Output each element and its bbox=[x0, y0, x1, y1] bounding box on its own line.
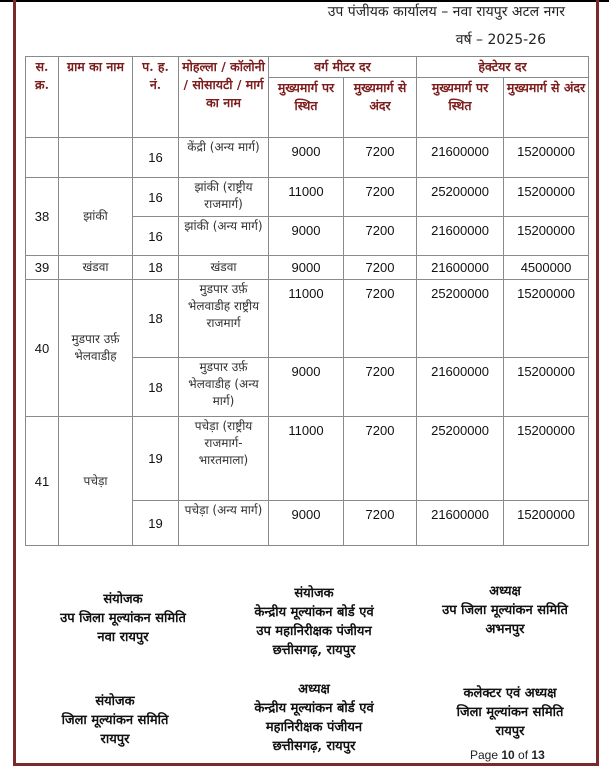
signature-line: छत्तीसगढ़, रायपुर bbox=[272, 739, 356, 754]
signature-block-collector-chairman bbox=[425, 684, 595, 741]
col-header-locality: मोहल्ला / कॉलोनी / सोसायटी / मार्ग का नाम bbox=[179, 57, 269, 138]
signature-line: रायपुर bbox=[495, 724, 525, 739]
cell-sqm-inner: 7200 bbox=[344, 138, 417, 178]
cell-locality: झांकी (राष्ट्रीय राजमार्ग) bbox=[179, 178, 269, 217]
signature-line: जिला मूल्यांकन समिति bbox=[456, 705, 564, 720]
cell-ha-main: 21600000 bbox=[417, 501, 504, 546]
page-current: 10 bbox=[501, 748, 515, 762]
cell-village: झांकी bbox=[59, 178, 133, 256]
col-group-sqm-rate: वर्ग मीटर दर bbox=[269, 57, 417, 78]
signature-line: उप महानिरीक्षक पंजीयन bbox=[256, 624, 372, 639]
signature-line: केन्द्रीय मूल्यांकन बोर्ड एवं bbox=[254, 605, 374, 620]
cell-ha-main: 21600000 bbox=[417, 358, 504, 417]
col-header-ha-main: मुख्यमार्ग पर स्थित bbox=[417, 78, 504, 138]
col-header-ph-no: प. ह. नं. bbox=[133, 57, 179, 138]
signature-block-abhanpur-chairman bbox=[420, 582, 590, 639]
signature-title: अध्यक्ष bbox=[489, 584, 521, 599]
cell-sqm-main: 9000 bbox=[269, 501, 344, 546]
cell-sqm-main: 11000 bbox=[269, 280, 344, 358]
cell-sqm-main: 11000 bbox=[269, 417, 344, 501]
table-row bbox=[26, 138, 589, 178]
cell-sqm-main: 9000 bbox=[269, 217, 344, 256]
cell-village: खंडवा bbox=[59, 256, 133, 280]
col-header-sqm-inner: मुख्यमार्ग से अंदर bbox=[344, 78, 417, 138]
cell-ha-main: 25200000 bbox=[417, 178, 504, 217]
col-header-village: ग्राम का नाम bbox=[59, 57, 133, 138]
cell-serial: 39 bbox=[26, 256, 59, 280]
cell-serial: 41 bbox=[26, 417, 59, 546]
cell-serial: 38 bbox=[26, 178, 59, 256]
signature-line: महानिरीक्षक पंजीयन bbox=[265, 720, 363, 735]
col-header-ha-inner: मुख्यमार्ग से अंदर bbox=[504, 78, 589, 138]
page-number bbox=[470, 748, 545, 762]
cell-ha-main: 21600000 bbox=[417, 138, 504, 178]
cell-ha-inner: 15200000 bbox=[504, 217, 589, 256]
table-row bbox=[26, 178, 589, 217]
signature-block-district-convener bbox=[30, 692, 200, 749]
cell-ph-no: 16 bbox=[133, 217, 179, 256]
signature-title: संयोजक bbox=[294, 586, 334, 601]
table-row bbox=[26, 417, 589, 501]
cell-sqm-main: 9000 bbox=[269, 138, 344, 178]
col-header-serial: स. क्र. bbox=[26, 57, 59, 138]
cell-ha-inner: 15200000 bbox=[504, 138, 589, 178]
cell-ha-main: 21600000 bbox=[417, 256, 504, 280]
rate-table bbox=[25, 56, 589, 546]
cell-ph-no: 18 bbox=[133, 256, 179, 280]
cell-ha-main: 25200000 bbox=[417, 417, 504, 501]
col-header-sqm-main: मुख्यमार्ग पर स्थित bbox=[269, 78, 344, 138]
signature-line: उप जिला मूल्यांकन समिति bbox=[442, 603, 568, 618]
signature-title: अध्यक्ष bbox=[298, 682, 330, 697]
cell-ph-no: 16 bbox=[133, 138, 179, 178]
cell-sqm-main: 9000 bbox=[269, 358, 344, 417]
page-prefix: Page bbox=[470, 748, 502, 762]
signature-line: उप जिला मूल्यांकन समिति bbox=[60, 611, 186, 626]
cell-locality: मुडपार उर्फ़ भेलवाडीह (अन्य मार्ग) bbox=[179, 358, 269, 417]
signature-block-central-board-chairman bbox=[214, 680, 414, 756]
cell-ph-no: 19 bbox=[133, 417, 179, 501]
cell-locality: मुडपार उर्फ़ भेलवाडीह राष्ट्रीय राजमार्ग bbox=[179, 280, 269, 358]
signature-title: संयोजक bbox=[95, 694, 135, 709]
cell-sqm-inner: 7200 bbox=[344, 280, 417, 358]
cell-sqm-inner: 7200 bbox=[344, 178, 417, 217]
signature-title: कलेक्टर एवं अध्यक्ष bbox=[463, 686, 557, 701]
cell-ph-no: 18 bbox=[133, 280, 179, 358]
cell-locality: केंद्री (अन्य मार्ग) bbox=[179, 138, 269, 178]
signature-line: अभनपुर bbox=[485, 622, 525, 637]
cell-ph-no: 16 bbox=[133, 178, 179, 217]
signature-line: जिला मूल्यांकन समिति bbox=[61, 713, 169, 728]
cell-sqm-main: 11000 bbox=[269, 178, 344, 217]
cell-sqm-inner: 7200 bbox=[344, 358, 417, 417]
cell-locality: पचेड़ा (राष्ट्रीय राजमार्ग-भारतमाला) bbox=[179, 417, 269, 501]
signature-line: केन्द्रीय मूल्यांकन बोर्ड एवं bbox=[254, 701, 374, 716]
signature-block-sub-district-convener bbox=[38, 590, 208, 647]
cell-locality: झांकी (अन्य मार्ग) bbox=[179, 217, 269, 256]
cell-serial bbox=[26, 138, 59, 178]
cell-sqm-inner: 7200 bbox=[344, 501, 417, 546]
cell-ha-main: 25200000 bbox=[417, 280, 504, 358]
table-row bbox=[26, 280, 589, 358]
cell-ha-main: 21600000 bbox=[417, 217, 504, 256]
cell-sqm-inner: 7200 bbox=[344, 256, 417, 280]
cell-village bbox=[59, 138, 133, 178]
signature-line: छत्तीसगढ़, रायपुर bbox=[272, 643, 356, 658]
cell-ha-inner: 15200000 bbox=[504, 178, 589, 217]
cell-village: पचेड़ा bbox=[59, 417, 133, 546]
cell-sqm-main: 9000 bbox=[269, 256, 344, 280]
cell-ha-inner: 15200000 bbox=[504, 280, 589, 358]
col-group-hectare-rate: हेक्टेयर दर bbox=[417, 57, 589, 78]
cell-ha-inner: 15200000 bbox=[504, 417, 589, 501]
cell-serial: 40 bbox=[26, 280, 59, 417]
cell-village: मुडपार उर्फ़ भेलवाडीह bbox=[59, 280, 133, 417]
signature-line: रायपुर bbox=[100, 732, 130, 747]
cell-locality: पचेड़ा (अन्य मार्ग) bbox=[179, 501, 269, 546]
signature-block-central-board-convener bbox=[214, 584, 414, 660]
table-row bbox=[26, 256, 589, 280]
year-label: वर्ष – 2025-26 bbox=[455, 32, 546, 48]
cell-sqm-inner: 7200 bbox=[344, 217, 417, 256]
cell-ha-inner: 15200000 bbox=[504, 358, 589, 417]
page-of: of bbox=[514, 748, 532, 762]
signature-title: संयोजक bbox=[103, 592, 143, 607]
signature-line: नवा रायपुर bbox=[97, 630, 149, 645]
cell-locality: खंडवा bbox=[179, 256, 269, 280]
cell-ph-no: 18 bbox=[133, 358, 179, 417]
cell-ha-inner: 15200000 bbox=[504, 501, 589, 546]
page-total: 13 bbox=[531, 748, 545, 762]
cell-ph-no: 19 bbox=[133, 501, 179, 546]
cell-ha-inner: 4500000 bbox=[504, 256, 589, 280]
cell-sqm-inner: 7200 bbox=[344, 417, 417, 501]
office-title: उप पंजीयक कार्यालय – नवा रायपुर अटल नगर bbox=[327, 4, 565, 20]
